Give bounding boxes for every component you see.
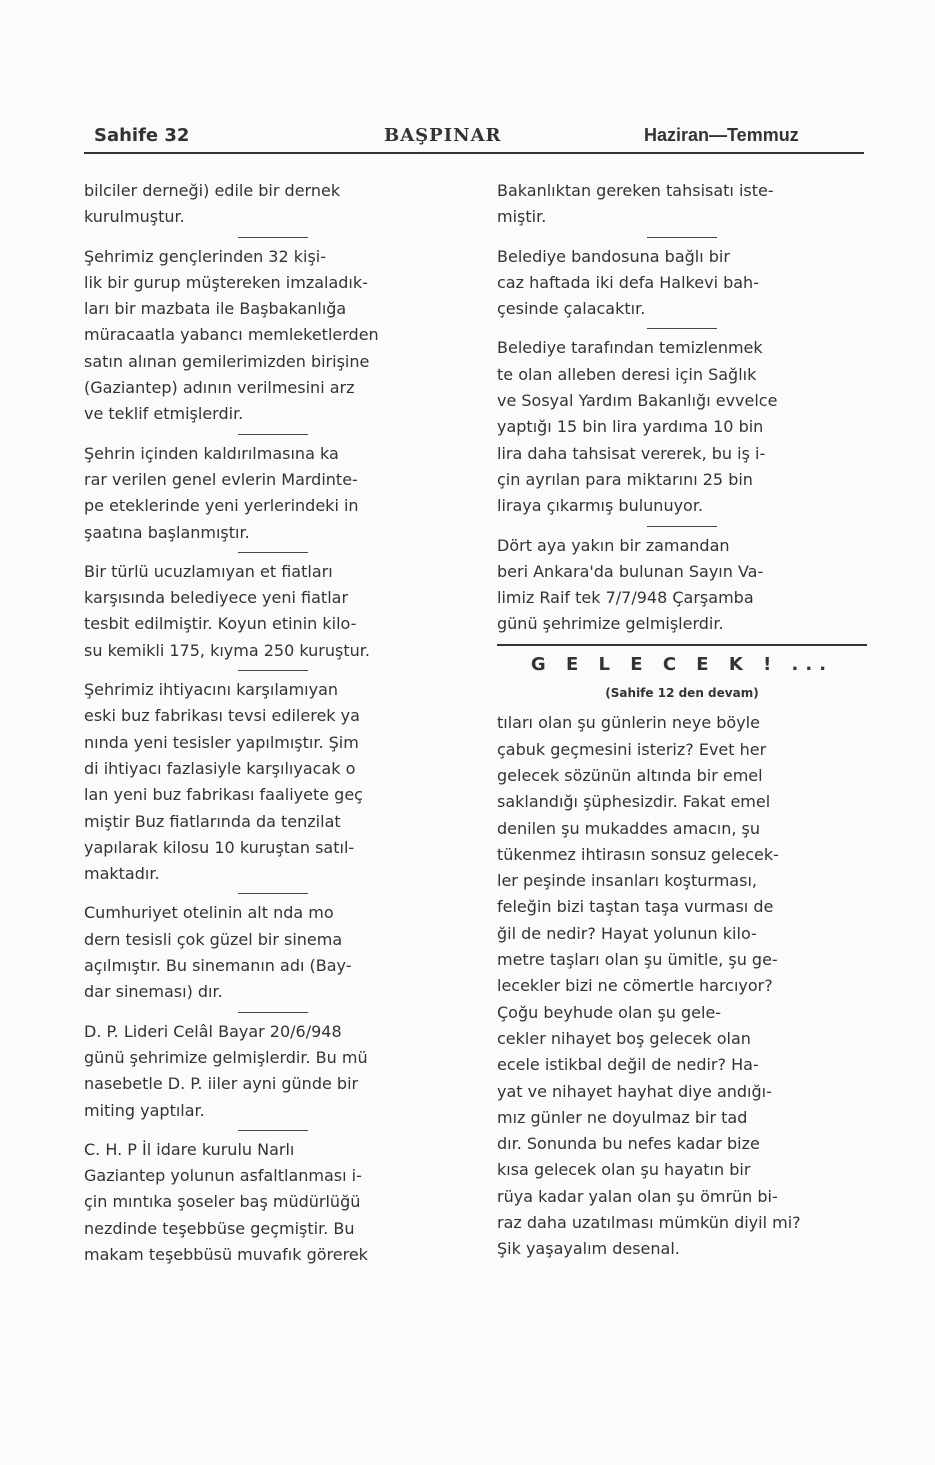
text-line: karşısında belediyece yeni fiatlar	[84, 588, 349, 608]
text-line: lecekler bizi ne cömertle harcıyor?	[497, 976, 773, 996]
text-line: Bir türlü ucuzlamıyan et fiatları	[84, 561, 333, 581]
gelecek-article	[497, 710, 867, 1262]
issue-date: Haziran—Temmuz	[644, 125, 799, 145]
text-line: miştir Buz fiatlarında da tenzilat	[84, 811, 341, 831]
page-number: Sahife 32	[94, 125, 190, 146]
news-paragraph	[84, 441, 462, 546]
text-line: miştir.	[497, 207, 547, 227]
text-line: ve teklif etmişlerdir.	[84, 404, 244, 424]
text-line: tükenmez ihtirasın sonsuz gelecek-	[497, 844, 779, 864]
news-paragraph	[497, 244, 867, 323]
right-column-news	[497, 178, 867, 638]
text-line: liraya çıkarmış bulunuyor.	[497, 496, 704, 516]
text-line: makam teşebbüsü muvafık görerek	[84, 1244, 368, 1264]
news-paragraph	[84, 559, 462, 664]
text-line: nasebetle D. P. iiler ayni günde bir	[84, 1074, 359, 1094]
header-rule	[84, 152, 864, 154]
text-line: raz daha uzatılması mümkün diyil mi?	[497, 1212, 801, 1232]
text-line: nında yeni tesisler yapılmıştır. Şim	[84, 732, 359, 752]
text-line: açılmıştır. Bu sinemanın adı (Bay-	[84, 956, 352, 976]
text-line: cekler nihayet boş gelecek olan	[497, 1028, 751, 1048]
text-line: di ihtiyacı fazlasiyle karşılıyacak o	[84, 758, 356, 778]
news-paragraph	[497, 335, 867, 519]
text-line: Şehrin içinden kaldırılmasına ka	[84, 443, 339, 463]
news-paragraph	[84, 178, 462, 231]
news-paragraph	[497, 1236, 867, 1262]
text-line: çin mıntıka şoseler baş müdürlüğü	[84, 1192, 361, 1212]
text-line: dern tesisli çok güzel bir sinema	[84, 929, 343, 949]
section-divider	[497, 644, 867, 646]
text-line: gelecek sözünün altında bir emel	[497, 765, 763, 785]
text-line: pe eteklerinde yeni yerlerindeki in	[84, 496, 359, 516]
right-column	[497, 178, 867, 1263]
text-line: (Gaziantep) adının verilmesini arz	[84, 378, 355, 398]
text-line: çesinde çalacaktır.	[497, 299, 646, 319]
text-line: ler peşinde insanları koşturması,	[497, 871, 757, 891]
text-line: ve Sosyal Yardım Bakanlığı evvelce	[497, 391, 778, 411]
text-line: ğil de nedir? Hayat yolunun kilo-	[497, 923, 757, 943]
text-line: şaatına başlanmıştır.	[84, 522, 250, 542]
text-line: ları bir mazbata ile Başbakanlığa	[84, 299, 347, 319]
text-line: dır. Sonunda bu nefes kadar bize	[497, 1134, 760, 1154]
text-line: kısa gelecek olan şu hayatın bir	[497, 1160, 751, 1180]
news-paragraph	[84, 1019, 462, 1124]
text-line: nezdinde teşebbüse geçmiştir. Bu	[84, 1218, 355, 1238]
news-paragraph	[84, 677, 462, 887]
text-line: çabuk geçmesini isteriz? Evet her	[497, 739, 767, 759]
left-column	[84, 178, 462, 1268]
text-line: C. H. P İl idare kurulu Narlı	[84, 1139, 295, 1159]
text-line: rar verilen genel evlerin Mardinte-	[84, 469, 358, 489]
item-separator	[647, 328, 717, 329]
text-line: feleğin bizi taştan taşa vurması de	[497, 897, 774, 917]
text-line: günü şehrimize gelmişlerdir.	[497, 614, 724, 634]
item-separator	[647, 237, 717, 238]
page-header	[84, 125, 864, 153]
continuation-note: (Sahife 12 den devam)	[605, 686, 759, 701]
news-paragraph	[84, 900, 462, 1005]
text-line: saklandığı şüphesizdir. Fakat emel	[497, 792, 771, 812]
text-line: Şehrimiz gençlerinden 32 kişi-	[84, 246, 327, 266]
text-line: Belediye tarafından temizlenmek	[497, 338, 763, 358]
text-line: çin ayrılan para miktarını 25 bin	[497, 469, 753, 489]
text-line: yaptığı 15 bin lira yardıma 10 bin	[497, 417, 764, 437]
item-separator	[238, 670, 308, 671]
text-line: lira daha tahsisat vererek, bu iş i-	[497, 443, 766, 463]
text-line: Çoğu beyhude olan şu gele-	[497, 1002, 722, 1022]
item-separator	[238, 893, 308, 894]
text-line: Gaziantep yolunun asfaltlanması i-	[84, 1166, 362, 1186]
news-paragraph	[497, 178, 867, 231]
text-line: tıları olan şu günlerin neye böyle	[497, 713, 760, 733]
news-paragraph	[497, 710, 867, 999]
text-line: Cumhuriyet otelinin alt nda mo	[84, 903, 334, 923]
item-separator	[238, 552, 308, 553]
text-line: dar sineması) dır.	[84, 982, 223, 1002]
text-line: rüya kadar yalan olan şu ömrün bi-	[497, 1186, 778, 1206]
news-paragraph	[84, 244, 462, 428]
text-line: bilciler derneği) edile bir dernek	[84, 181, 341, 200]
text-line: denilen şu mukaddes amacın, şu	[497, 818, 760, 838]
text-line: Şehrimiz ihtiyacını karşılamıyan	[84, 680, 339, 700]
text-line: Belediye bandosuna bağlı bir	[497, 246, 730, 266]
item-separator	[238, 1012, 308, 1013]
text-line: D. P. Lideri Celâl Bayar 20/6/948	[84, 1021, 342, 1041]
text-line: Şik yaşayalım desenal.	[497, 1239, 680, 1259]
item-separator	[238, 1130, 308, 1131]
text-line: metre taşları olan şu ümitle, şu ge-	[497, 950, 778, 970]
text-line: mız günler ne doyulmaz bir tad	[497, 1107, 748, 1127]
text-line: tesbit edilmiştir. Koyun etinin kilo-	[84, 614, 357, 634]
text-line: müracaatla yabancı memleketlerden	[84, 325, 379, 345]
item-separator	[647, 526, 717, 527]
text-line: limiz Raif tek 7/7/948 Çarşamba	[497, 588, 754, 608]
text-line: su kemikli 175, kıyma 250 kuruştur.	[84, 640, 370, 660]
magazine-title: BAŞPINAR	[384, 125, 502, 146]
text-line: yapılarak kilosu 10 kuruştan satıl-	[84, 837, 355, 857]
text-line: ecele istikbal değil de nedir? Ha-	[497, 1055, 759, 1075]
text-line: kurulmuştur.	[84, 207, 185, 227]
text-line: yat ve nihayet hayhat diye andığı-	[497, 1081, 772, 1101]
text-line: miting yaptılar.	[84, 1100, 205, 1120]
news-paragraph	[497, 1000, 867, 1237]
text-line: lan yeni buz fabrikası faaliyete geç	[84, 785, 363, 805]
item-separator	[238, 434, 308, 435]
text-line: satın alınan gemilerimizden birişine	[84, 351, 370, 371]
text-line: lik bir gurup müştereken imzaladık-	[84, 272, 368, 292]
news-paragraph	[497, 533, 867, 638]
text-line: te olan alleben deresi için Sağlık	[497, 364, 757, 384]
text-line: Bakanlıktan gereken tahsisatı iste-	[497, 181, 774, 200]
item-separator	[238, 237, 308, 238]
text-line: günü şehrimize gelmişlerdir. Bu mü	[84, 1047, 368, 1067]
text-line: Dört aya yakın bir zamandan	[497, 535, 730, 555]
text-line: eski buz fabrikası tevsi edilerek ya	[84, 706, 360, 726]
text-line: maktadır.	[84, 864, 160, 884]
text-line: beri Ankara'da bulunan Sayın Va-	[497, 561, 764, 581]
news-paragraph	[84, 1137, 462, 1268]
text-line: caz haftada iki defa Halkevi bah-	[497, 272, 759, 292]
gelecek-heading: G E L E C E K ! ...	[530, 653, 834, 675]
